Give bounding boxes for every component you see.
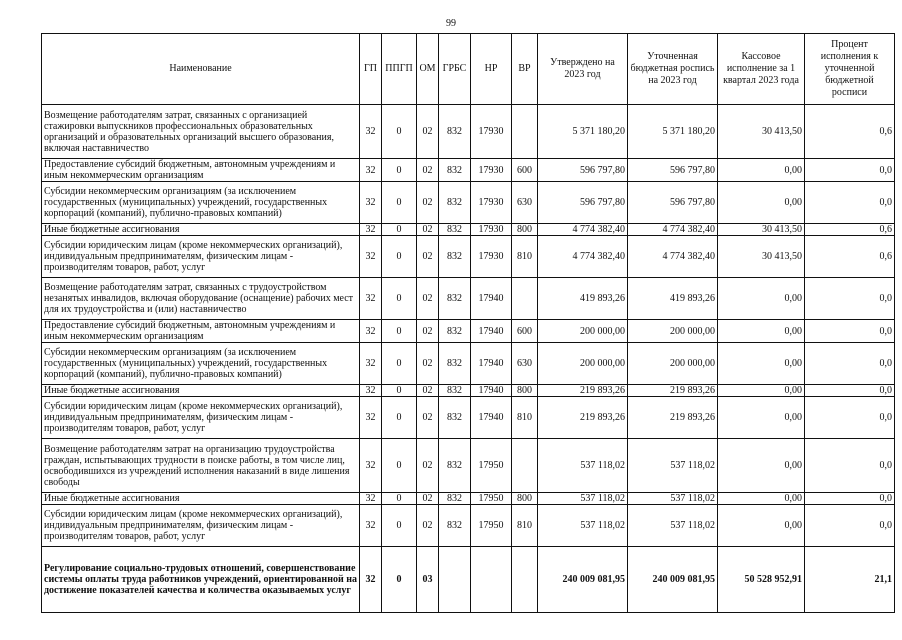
cell-approved: 4 774 382,40	[538, 224, 628, 236]
cell-gp: 32	[360, 505, 382, 547]
cell-cash: 30 413,50	[718, 236, 805, 278]
cell-np	[471, 547, 512, 613]
table-row	[42, 343, 895, 385]
cell-cash: 0,00	[718, 182, 805, 224]
header-vr: ВР	[512, 34, 538, 105]
cell-vr: 800	[512, 385, 538, 397]
cell-approved: 200 000,00	[538, 343, 628, 385]
cell-grbs: 832	[439, 385, 471, 397]
cell-vr: 810	[512, 397, 538, 439]
cell-cash: 30 413,50	[718, 105, 805, 159]
cell-cash: 30 413,50	[718, 224, 805, 236]
cell-approved: 219 893,26	[538, 397, 628, 439]
cell-grbs: 832	[439, 439, 471, 493]
cell-gp: 32	[360, 159, 382, 182]
cell-ppgp: 0	[382, 105, 417, 159]
cell-ppgp: 0	[382, 505, 417, 547]
cell-approved: 5 371 180,20	[538, 105, 628, 159]
cell-om: 03	[417, 547, 439, 613]
cell-np: 17930	[471, 105, 512, 159]
cell-gp: 32	[360, 343, 382, 385]
cell-gp: 32	[360, 385, 382, 397]
cell-ppgp: 0	[382, 224, 417, 236]
cell-om: 02	[417, 385, 439, 397]
header-om: ОМ	[417, 34, 439, 105]
cell-grbs: 832	[439, 105, 471, 159]
cell-ppgp: 0	[382, 182, 417, 224]
header-grbs: ГРБС	[439, 34, 471, 105]
table-row	[42, 278, 895, 320]
cell-name: Возмещение работодателям затрат, связанных с трудоустройством незанятых инвалидов, включая оборудование (оснащение) рабочих мест для их трудоустройства и (или) наставничество	[42, 278, 360, 320]
cell-refined: 596 797,80	[628, 182, 718, 224]
cell-np: 17950	[471, 439, 512, 493]
cell-approved: 537 118,02	[538, 505, 628, 547]
cell-cash: 0,00	[718, 439, 805, 493]
cell-grbs: 832	[439, 224, 471, 236]
cell-om: 02	[417, 397, 439, 439]
cell-gp: 32	[360, 182, 382, 224]
cell-gp: 32	[360, 397, 382, 439]
cell-grbs: 832	[439, 397, 471, 439]
cell-cash: 0,00	[718, 320, 805, 343]
cell-name: Субсидии юридическим лицам (кроме некоммерческих организаций), индивидуальным предпринимателям, физическим лицам - производителям товаров, работ, услуг	[42, 505, 360, 547]
cell-name: Предоставление субсидий бюджетным, автономным учреждениям и иным некоммерческим организациям	[42, 159, 360, 182]
cell-refined: 219 893,26	[628, 397, 718, 439]
cell-refined: 596 797,80	[628, 159, 718, 182]
cell-vr	[512, 105, 538, 159]
cell-vr: 810	[512, 505, 538, 547]
cell-name: Регулирование социально-трудовых отношений, совершенствование системы оплаты труда работников учреждений, ориентированной на достижение показателей качества и количества оказываемых услуг	[42, 547, 360, 613]
cell-approved: 4 774 382,40	[538, 236, 628, 278]
cell-approved: 537 118,02	[538, 439, 628, 493]
table-header-row	[42, 34, 895, 105]
cell-vr	[512, 439, 538, 493]
table-row	[42, 493, 895, 505]
cell-percent: 0,0	[805, 320, 895, 343]
cell-om: 02	[417, 320, 439, 343]
cell-vr	[512, 547, 538, 613]
table-row	[42, 439, 895, 493]
cell-percent: 0,0	[805, 159, 895, 182]
cell-refined: 4 774 382,40	[628, 236, 718, 278]
cell-np: 17940	[471, 397, 512, 439]
cell-grbs: 832	[439, 493, 471, 505]
cell-vr: 600	[512, 159, 538, 182]
cell-refined: 419 893,26	[628, 278, 718, 320]
cell-refined: 537 118,02	[628, 505, 718, 547]
cell-percent: 21,1	[805, 547, 895, 613]
cell-ppgp: 0	[382, 320, 417, 343]
cell-np: 17940	[471, 320, 512, 343]
header-cash: Кассовое исполнение за 1 квартал 2023 года	[718, 34, 805, 105]
cell-cash: 0,00	[718, 505, 805, 547]
cell-vr: 800	[512, 224, 538, 236]
cell-refined: 200 000,00	[628, 343, 718, 385]
cell-name: Субсидии юридическим лицам (кроме некоммерческих организаций), индивидуальным предпринимателям, физическим лицам - производителям товаров, работ, услуг	[42, 397, 360, 439]
cell-ppgp: 0	[382, 343, 417, 385]
cell-name: Иные бюджетные ассигнования	[42, 493, 360, 505]
table-row	[42, 320, 895, 343]
cell-om: 02	[417, 343, 439, 385]
cell-vr: 630	[512, 182, 538, 224]
cell-name: Иные бюджетные ассигнования	[42, 224, 360, 236]
cell-vr: 630	[512, 343, 538, 385]
cell-grbs: 832	[439, 343, 471, 385]
budget-table	[41, 33, 895, 613]
table-row	[42, 236, 895, 278]
cell-refined: 200 000,00	[628, 320, 718, 343]
cell-ppgp: 0	[382, 159, 417, 182]
cell-gp: 32	[360, 320, 382, 343]
cell-name: Иные бюджетные ассигнования	[42, 385, 360, 397]
cell-np: 17930	[471, 182, 512, 224]
table-row	[42, 397, 895, 439]
table-row	[42, 182, 895, 224]
cell-vr: 800	[512, 493, 538, 505]
cell-approved: 537 118,02	[538, 493, 628, 505]
header-percent: Процент исполнения к уточненной бюджетной росписи	[805, 34, 895, 105]
cell-approved: 419 893,26	[538, 278, 628, 320]
cell-vr	[512, 278, 538, 320]
page-number: 99	[446, 18, 456, 29]
cell-name: Субсидии некоммерческим организациям (за исключением государственных (муниципальных) учреждений, государственных корпораций (компаний), публично-правовых компаний)	[42, 343, 360, 385]
cell-np: 17950	[471, 505, 512, 547]
cell-om: 02	[417, 224, 439, 236]
header-np: НР	[471, 34, 512, 105]
cell-ppgp: 0	[382, 547, 417, 613]
cell-name: Возмещение работодателям затрат на организацию трудоустройства граждан, испытывающих трудности в поиске работы, в том числе лиц, освободившихся из учреждений исполнения наказаний в виде лишения свободы	[42, 439, 360, 493]
cell-approved: 200 000,00	[538, 320, 628, 343]
cell-np: 17930	[471, 224, 512, 236]
cell-percent: 0,0	[805, 397, 895, 439]
table-row	[42, 105, 895, 159]
cell-ppgp: 0	[382, 236, 417, 278]
header-approved: Утверждено на 2023 год	[538, 34, 628, 105]
cell-cash: 0,00	[718, 397, 805, 439]
cell-om: 02	[417, 159, 439, 182]
table-row	[42, 159, 895, 182]
cell-refined: 537 118,02	[628, 493, 718, 505]
cell-cash: 0,00	[718, 343, 805, 385]
cell-om: 02	[417, 105, 439, 159]
cell-ppgp: 0	[382, 385, 417, 397]
cell-gp: 32	[360, 439, 382, 493]
cell-percent: 0,0	[805, 505, 895, 547]
cell-ppgp: 0	[382, 439, 417, 493]
cell-percent: 0,0	[805, 493, 895, 505]
cell-vr: 600	[512, 320, 538, 343]
cell-ppgp: 0	[382, 493, 417, 505]
cell-percent: 0,6	[805, 236, 895, 278]
cell-gp: 32	[360, 278, 382, 320]
cell-gp: 32	[360, 493, 382, 505]
cell-cash: 0,00	[718, 493, 805, 505]
cell-percent: 0,0	[805, 385, 895, 397]
cell-np: 17940	[471, 385, 512, 397]
cell-approved: 219 893,26	[538, 385, 628, 397]
cell-np: 17950	[471, 493, 512, 505]
header-ppgp: ППГП	[382, 34, 417, 105]
cell-om: 02	[417, 182, 439, 224]
cell-grbs: 832	[439, 505, 471, 547]
cell-gp: 32	[360, 105, 382, 159]
cell-np: 17940	[471, 278, 512, 320]
cell-grbs: 832	[439, 320, 471, 343]
cell-cash: 0,00	[718, 159, 805, 182]
header-gp: ГП	[360, 34, 382, 105]
cell-cash: 50 528 952,91	[718, 547, 805, 613]
cell-ppgp: 0	[382, 278, 417, 320]
cell-name: Субсидии некоммерческим организациям (за исключением государственных (муниципальных) учреждений, государственных корпораций (компаний), публично-правовых компаний)	[42, 182, 360, 224]
cell-gp: 32	[360, 547, 382, 613]
cell-percent: 0,0	[805, 182, 895, 224]
cell-om: 02	[417, 439, 439, 493]
table-row	[42, 547, 895, 613]
cell-om: 02	[417, 236, 439, 278]
cell-grbs: 832	[439, 159, 471, 182]
cell-refined: 4 774 382,40	[628, 224, 718, 236]
cell-refined: 240 009 081,95	[628, 547, 718, 613]
cell-gp: 32	[360, 224, 382, 236]
cell-percent: 0,0	[805, 343, 895, 385]
cell-approved: 240 009 081,95	[538, 547, 628, 613]
cell-percent: 0,0	[805, 439, 895, 493]
cell-cash: 0,00	[718, 385, 805, 397]
cell-grbs	[439, 547, 471, 613]
cell-approved: 596 797,80	[538, 182, 628, 224]
cell-name: Предоставление субсидий бюджетным, автономным учреждениям и иным некоммерческим организациям	[42, 320, 360, 343]
cell-vr: 810	[512, 236, 538, 278]
cell-refined: 5 371 180,20	[628, 105, 718, 159]
cell-np: 17940	[471, 343, 512, 385]
cell-refined: 219 893,26	[628, 385, 718, 397]
cell-percent: 0,6	[805, 105, 895, 159]
cell-om: 02	[417, 278, 439, 320]
cell-grbs: 832	[439, 182, 471, 224]
table-row	[42, 385, 895, 397]
cell-cash: 0,00	[718, 278, 805, 320]
cell-refined: 537 118,02	[628, 439, 718, 493]
cell-np: 17930	[471, 159, 512, 182]
cell-percent: 0,6	[805, 224, 895, 236]
cell-gp: 32	[360, 236, 382, 278]
header-refined: Уточненная бюджетная роспись на 2023 год	[628, 34, 718, 105]
cell-om: 02	[417, 493, 439, 505]
cell-name: Субсидии юридическим лицам (кроме некоммерческих организаций), индивидуальным предпринимателям, физическим лицам - производителям товаров, работ, услуг	[42, 236, 360, 278]
cell-percent: 0,0	[805, 278, 895, 320]
cell-om: 02	[417, 505, 439, 547]
table-row	[42, 224, 895, 236]
cell-name: Возмещение работодателям затрат, связанных с организацией стажировки выпускников профессиональных образовательных организаций и образовательных организаций высшего образования, включая наставничество	[42, 105, 360, 159]
cell-approved: 596 797,80	[538, 159, 628, 182]
cell-grbs: 832	[439, 236, 471, 278]
cell-ppgp: 0	[382, 397, 417, 439]
cell-grbs: 832	[439, 278, 471, 320]
header-name: Наименование	[42, 34, 360, 105]
table-row	[42, 505, 895, 547]
cell-np: 17930	[471, 236, 512, 278]
